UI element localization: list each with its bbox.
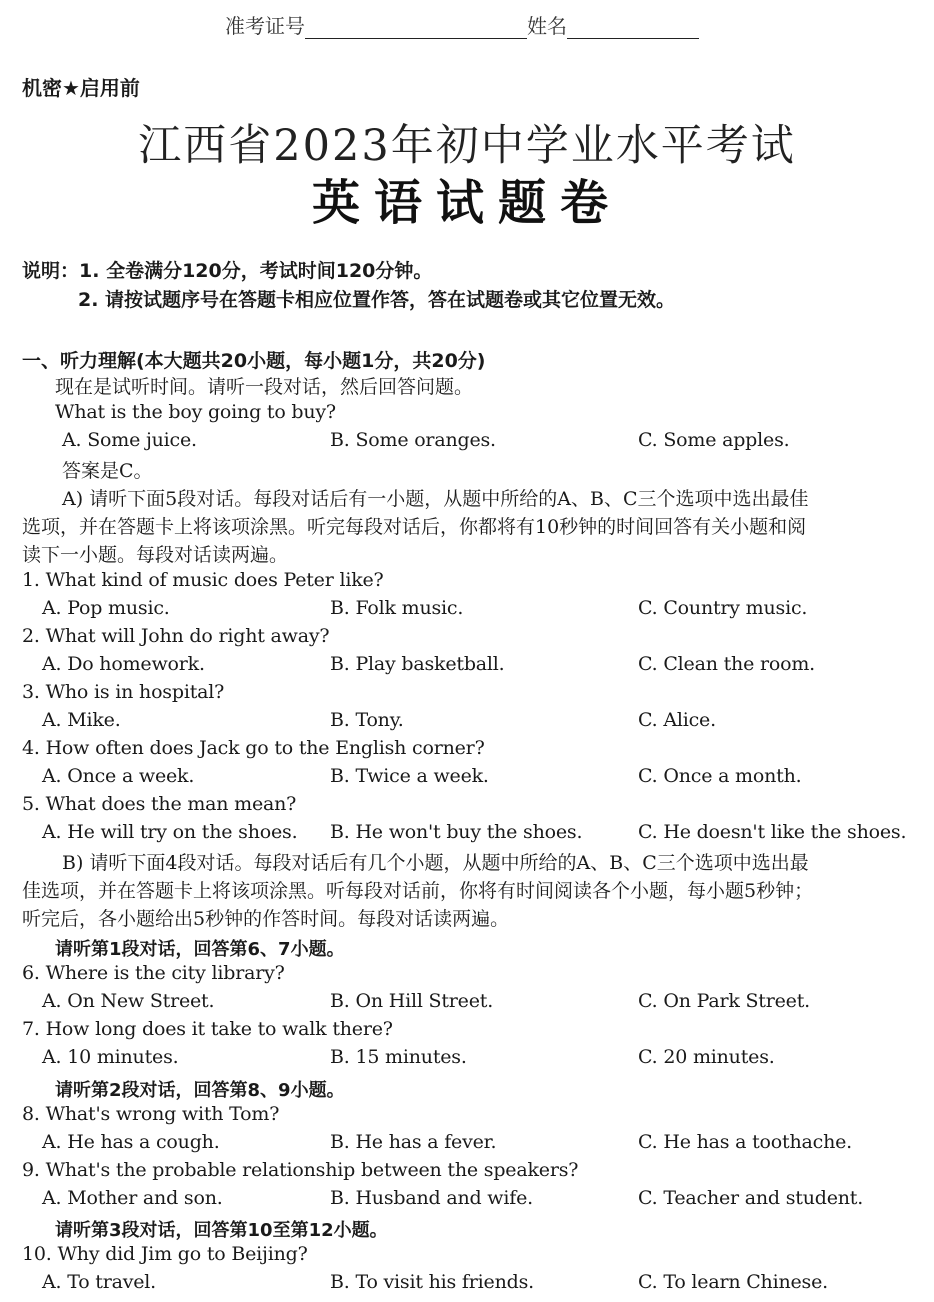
q9-option-a: A. Mother and son. xyxy=(42,1187,223,1209)
q6-option-b: B. On Hill Street. xyxy=(330,990,494,1012)
exam-id-label: 准考证号 xyxy=(225,14,305,38)
q1-option-a: A. Pop music. xyxy=(42,597,170,619)
q8-option-b: B. He has a fever. xyxy=(330,1131,497,1153)
section-heading: 一、听力理解(本大题共20小题，每小题1分，共20分) xyxy=(22,350,486,372)
q2-option-c: C. Clean the room. xyxy=(638,653,815,675)
q10-option-c: C. To learn Chinese. xyxy=(638,1271,828,1293)
question-5: 5. What does the man mean? xyxy=(22,793,297,815)
exam-id-blank xyxy=(305,12,527,39)
exam-id-field xyxy=(225,10,699,39)
question-8: 8. What's wrong with Tom? xyxy=(22,1103,280,1125)
practice-option-b: B. Some oranges. xyxy=(330,429,496,451)
q1-option-b: B. Folk music. xyxy=(330,597,464,619)
dialog-3-heading: 请听第3段对话，回答第10至第12小题。 xyxy=(55,1220,388,1241)
q7-option-c: C. 20 minutes. xyxy=(638,1046,775,1068)
q3-option-c: C. Alice. xyxy=(638,709,716,731)
practice-option-c: C. Some apples. xyxy=(638,429,790,451)
q9-option-c: C. Teacher and student. xyxy=(638,1187,864,1209)
part-b-line-1: B) 请听下面4段对话。每段对话后有几个小题，从题中所给的A、B、C三个选项中选出最 xyxy=(62,852,809,874)
question-2: 2. What will John do right away? xyxy=(22,625,330,647)
part-b-line-2: 佳选项，并在答题卡上将该项涂黑。听每段对话前，你将有时间阅读各个小题，每小题5秒钟； xyxy=(22,880,814,902)
q9-option-b: B. Husband and wife. xyxy=(330,1187,533,1209)
instructions-item1: 说明：1. 全卷满分120分，考试时间120分钟。 xyxy=(22,260,433,282)
part-a-line-1: A) 请听下面5段对话。每段对话后有一小题，从题中所给的A、B、C三个选项中选出最佳 xyxy=(62,488,809,510)
q7-option-a: A. 10 minutes. xyxy=(42,1046,179,1068)
confidential-label: 机密★启用前 xyxy=(22,76,140,100)
question-4: 4. How often does Jack go to the English corner? xyxy=(22,737,485,759)
dialog-1-heading: 请听第1段对话，回答第6、7小题。 xyxy=(55,939,345,960)
q1-option-c: C. Country music. xyxy=(638,597,808,619)
practice-option-a: A. Some juice. xyxy=(62,429,197,451)
part-b-line-3: 听完后，各小题给出5秒钟的作答时间。每段对话读两遍。 xyxy=(22,908,510,930)
q2-option-a: A. Do homework. xyxy=(42,653,205,675)
q6-option-c: C. On Park Street. xyxy=(638,990,810,1012)
part-a-line-3: 读下一小题。每段对话读两遍。 xyxy=(22,544,289,566)
q3-option-a: A. Mike. xyxy=(42,709,121,731)
question-7: 7. How long does it take to walk there? xyxy=(22,1018,393,1040)
part-a-line-2: 选项，并在答题卡上将该项涂黑。听完每段对话后，你都将有10秒钟的时间回答有关小题和阅 xyxy=(22,516,807,538)
instructions-label: 说明： xyxy=(22,260,80,282)
practice-answer: 答案是C。 xyxy=(62,460,153,482)
q8-option-a: A. He has a cough. xyxy=(42,1131,220,1153)
q4-option-c: C. Once a month. xyxy=(638,765,802,787)
exam-title: 江西省2023年初中学业水平考试 xyxy=(138,121,796,171)
question-9: 9. What's the probable relationship between the speakers? xyxy=(22,1159,579,1181)
q5-option-a: A. He will try on the shoes. xyxy=(42,821,298,843)
q8-option-c: C. He has a toothache. xyxy=(638,1131,852,1153)
name-blank xyxy=(567,12,699,39)
q7-option-b: B. 15 minutes. xyxy=(330,1046,467,1068)
q4-option-b: B. Twice a week. xyxy=(330,765,489,787)
instructions-item2: 2. 请按试题序号在答题卡相应位置作答，答在试题卷或其它位置无效。 xyxy=(78,289,676,311)
question-1: 1. What kind of music does Peter like? xyxy=(22,569,384,591)
q3-option-b: B. Tony. xyxy=(330,709,404,731)
q10-option-a: A. To travel. xyxy=(42,1271,157,1293)
q4-option-a: A. Once a week. xyxy=(42,765,195,787)
q10-option-b: B. To visit his friends. xyxy=(330,1271,534,1293)
question-3: 3. Who is in hospital? xyxy=(22,681,225,703)
practice-intro: 现在是试听时间。请听一段对话，然后回答问题。 xyxy=(55,376,474,398)
question-10: 10. Why did Jim go to Beijing? xyxy=(22,1243,308,1265)
q5-option-c: C. He doesn't like the shoes. xyxy=(638,821,907,843)
exam-subtitle: 英语试题卷 xyxy=(311,175,622,231)
q2-option-b: B. Play basketball. xyxy=(330,653,505,675)
name-label: 姓名 xyxy=(527,14,567,38)
practice-question: What is the boy going to buy? xyxy=(55,401,336,423)
dialog-2-heading: 请听第2段对话，回答第8、9小题。 xyxy=(55,1080,345,1101)
question-6: 6. Where is the city library? xyxy=(22,962,285,984)
q5-option-b: B. He won't buy the shoes. xyxy=(330,821,583,843)
q6-option-a: A. On New Street. xyxy=(42,990,215,1012)
